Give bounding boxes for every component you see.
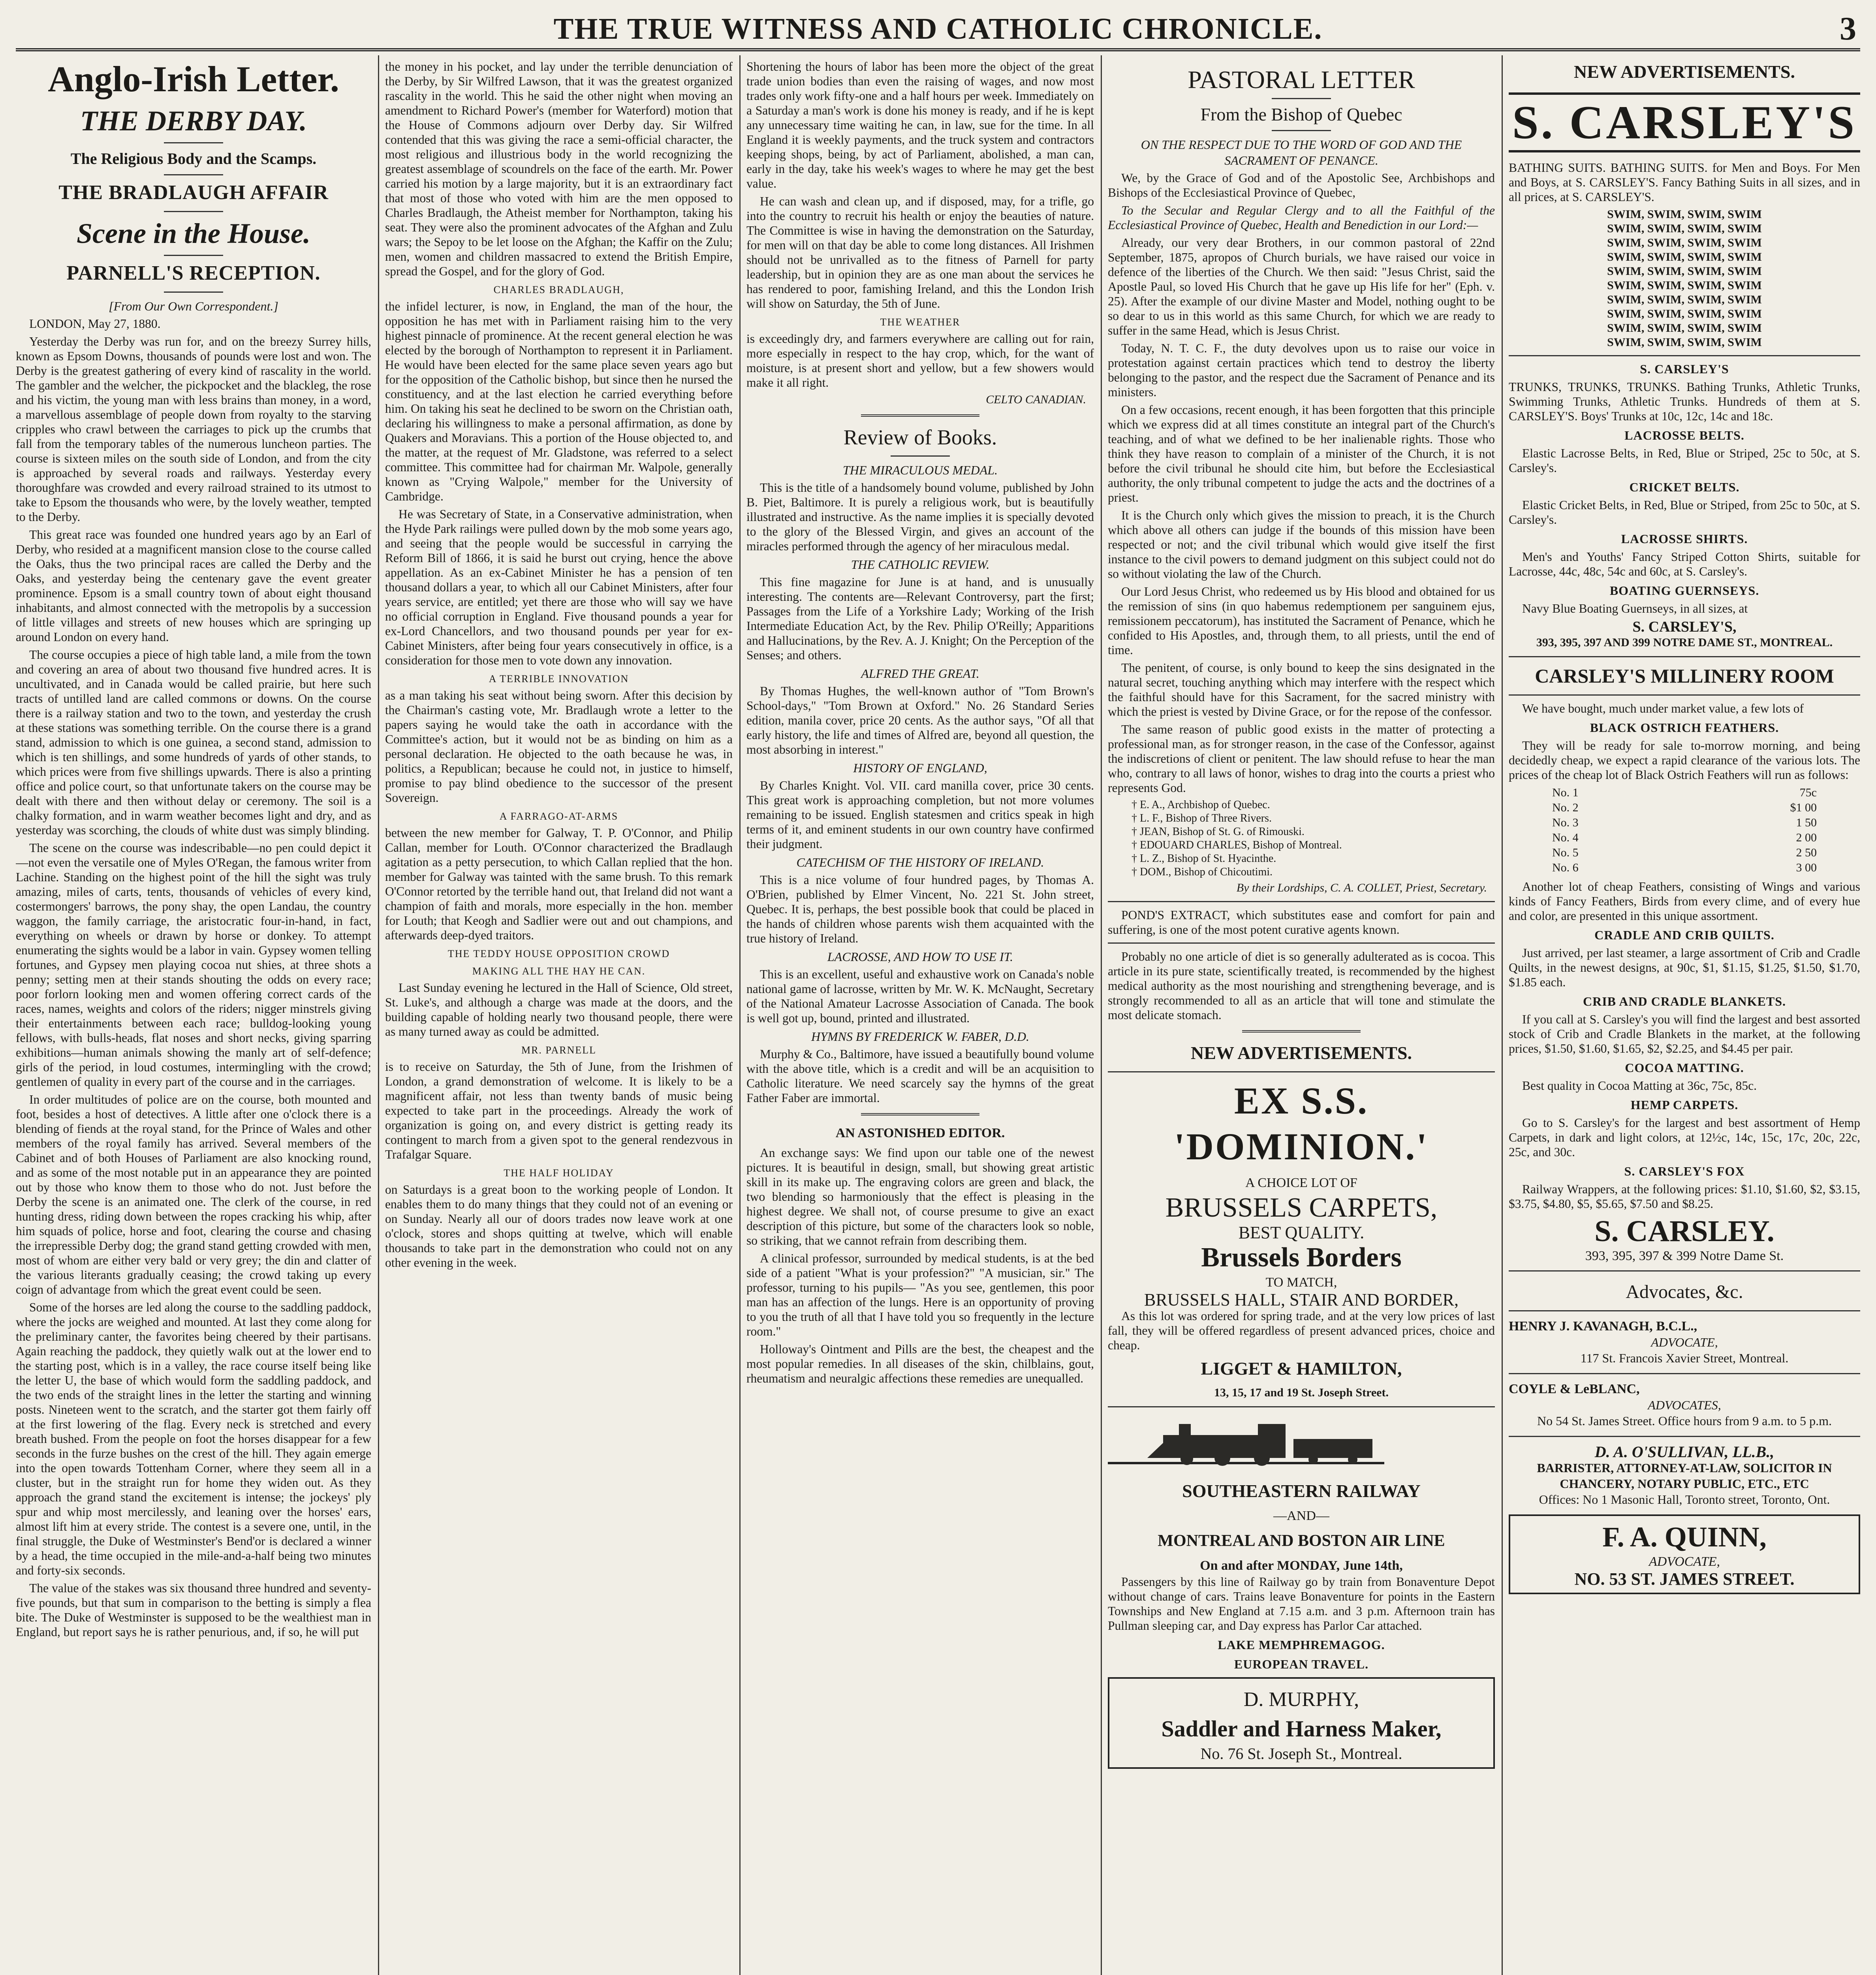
price-value: 2 50 xyxy=(1796,846,1817,859)
millinery-headline: CARSLEY'S MILLINERY ROOM xyxy=(1535,665,1834,687)
swim-line: SWIM, SWIM, SWIM, SWIM xyxy=(1607,265,1762,278)
ad-text: Best quality in Cocoa Matting at 36c, 75c, 85c. xyxy=(1522,1079,1757,1093)
newspaper-title: THE TRUE WITNESS AND CATHOLIC CHRONICLE. xyxy=(553,12,1323,45)
ad-line: Brussels Borders xyxy=(1201,1242,1402,1273)
carpet-advertisement xyxy=(1108,1040,1495,1401)
paragraph: The value of the stakes was six thousand three hundred and seventy-five pounds, but that sum in comparison to the betting is simply a flea bite. The Duke of Westminster is supposed to be the wealthiest man in England, but report says he is rather penurious, and, if so, he will put xyxy=(16,1581,371,1639)
swim-line: SWIM, SWIM, SWIM, SWIM xyxy=(1607,222,1762,235)
ad-subheading: BLACK OSTRICH FEATHERS. xyxy=(1590,720,1779,735)
ad-text: Another lot of cheap Feathers, consisting of Wings and various kinds of Fancy Feathers, Birds from every clime, and of every hue and color, are presented in this unique assortment. xyxy=(1509,880,1860,923)
review-title: ALFRED THE GREAT. xyxy=(861,666,979,681)
ad-line: Saddler and Harness Maker, xyxy=(1161,1716,1442,1742)
divider xyxy=(861,1113,979,1115)
ad-address: 13, 15, 17 and 19 St. Joseph Street. xyxy=(1214,1386,1389,1399)
paragraph: We, by the Grace of God and of the Apostolic See, Archbishops and Bishops of the Ecclesiastical Province of Quebec, xyxy=(1108,171,1495,199)
signatories xyxy=(1132,798,1495,879)
swim-line: SWIM, SWIM, SWIM, SWIM xyxy=(1607,293,1762,306)
price-label: No. 3 xyxy=(1552,816,1579,829)
ad-subheading: CRADLE AND CRIB QUILTS. xyxy=(1594,928,1774,942)
price-value: 1 50 xyxy=(1796,816,1817,829)
price-row xyxy=(1552,860,1817,875)
card-name: HENRY J. KAVANAGH, B.C.L., xyxy=(1509,1319,1697,1334)
divider xyxy=(1272,130,1331,131)
divider xyxy=(1108,901,1495,902)
article-subhead: THE BRADLAUGH AFFAIR xyxy=(58,181,329,204)
section-heading: THE WEATHER xyxy=(880,316,961,328)
paragraph: To the Secular and Regular Clergy and to all the Faithful of the Ecclesiastical Province of Quebec, Health and Benediction in our Lord:— xyxy=(1108,203,1495,232)
price-row xyxy=(1552,785,1817,800)
paragraph: This great race was founded one hundred years ago by an Earl of Derby, who resided at a magnificent mansion close to the course called the Oaks, thus the two principal races are called the Derby and the Oaks, and yesterday being the centenary gave the event greater prominence. Epsom is a small country town of about eight thousand inhabitants, and almost connected with the metropolis by a succession of little villages and streets of new houses which are springing up around London on every hand. xyxy=(16,528,371,644)
divider xyxy=(1108,942,1495,944)
ad-line: BRUSSELS HALL, STAIR AND BORDER, xyxy=(1144,1290,1459,1309)
ad-address: 393, 395, 397 & 399 Notre Dame St. xyxy=(1585,1249,1784,1263)
section-heading: CHARLES BRADLAUGH, xyxy=(493,284,624,295)
paragraph: Shortening the hours of labor has been more the object of the great trade union bodies than even the raising of wages, and now most trades only work fifty-one and a half hours per week. Immediately on a Saturday a man's work is done his money is ready, and if he is kept any unnecessary time waiting he can, in law, sue for the time. In all England it is weekly payments, and the truck system and contractors keeping shops, being, by act of Parliament, abolished, a man can, early in the day, take his week's wages to where he may get the best value. xyxy=(746,60,1094,190)
ad-text: TRUNKS, TRUNKS, TRUNKS. Bathing Trunks, Athletic Trunks, Swimming Trunks, Athletic Trunks. Hundreds of them at S. CARSLEY'S. Boys' Trunks at 10c, 12c, 14c and 18c. xyxy=(1509,380,1860,423)
signatory: † JEAN, Bishop of St. G. of Rimouski. xyxy=(1132,826,1305,838)
column-rule xyxy=(378,55,379,1975)
card-address: No 54 St. James Street. Office hours from 9 a.m. to 5 p.m. xyxy=(1537,1414,1832,1428)
swim-list xyxy=(1509,207,1860,350)
card-role: ADVOCATES, xyxy=(1648,1398,1721,1412)
ad-line: LIGGET & HAMILTON, xyxy=(1201,1358,1402,1379)
card-name: D. A. O'SULLIVAN, LL.B., xyxy=(1594,1443,1774,1461)
swim-line: SWIM, SWIM, SWIM, SWIM xyxy=(1607,208,1762,221)
signatory: † L. Z., Bishop of St. Hyacinthe. xyxy=(1132,852,1276,865)
column-3 xyxy=(746,59,1094,1975)
paragraph: is exceedingly dry, and farmers everywhere are calling out for rain, more especially in respect to the hay crop, which, for the want of moisture, is at present short and yellow, but a few showers would make it all right. xyxy=(746,332,1094,389)
card-address: 117 St. Francois Xavier Street, Montreal. xyxy=(1580,1351,1789,1365)
section-heading: MR. PARNELL xyxy=(521,1044,597,1056)
divider xyxy=(1108,1071,1495,1072)
card-role: ADVOCATE, xyxy=(1649,1554,1720,1569)
review-text: By Thomas Hughes, the well-known author of "Tom Brown's School-days," "Tom Brown at Oxford." No. 26 Standard Series edition, manila cover, price 20 cents. As the author says, "Of all that early history, the life and times of Alfred are, beyond all question, the most absorbing in interest." xyxy=(746,684,1094,756)
ad-line: TO MATCH, xyxy=(1265,1275,1337,1290)
paragraph: The same reason of public good exists in the matter of protecting a professional man, as for stronger reason, in the case of the Confessor, against the indiscretions of client or penitent. The law should refuse to hear the man who, contrary to all laws of honor, wishes to drag into the courts a priest who represents God. xyxy=(1108,722,1495,795)
divider xyxy=(1509,656,1860,657)
advocates-heading: Advocates, &c. xyxy=(1626,1281,1743,1302)
divider xyxy=(164,211,223,212)
section-heading: A FARRAGO-AT-ARMS xyxy=(499,811,618,822)
divider xyxy=(164,142,223,143)
paragraph: Already, our very dear Brothers, in our common pastoral of 22nd September, 1875, apropos of Church burials, we have raised our voice in defence of the liberties of the Church. We then said: "Jesus Christ, said the Apostle Paul, so loved His Church that he gave up His life for her" (Eph. v. 25). After the example of our divine Master and Model, nothing ought to be so dear to us in this world as this same Church, for which we are ready to suffer in the same Head, which is Jesus Christ. xyxy=(1108,236,1495,337)
signature: CELTO CANADIAN. xyxy=(986,393,1086,406)
paragraph: In order multitudes of police are on the course, both mounted and foot, besides a host of detectives. A little after one o'clock there is a blending of fiends at the royal stand, for the Prince of Wales and other members of the royal family has arrived. Several members of the Cabinet and of both Houses of Parliament are also knocking round, and as some of the most notable put in an appearance they are pointed out by those who know them to those who do not. Just before the Derby the scene is an animated one. The clerk of the course, in red hunting dress, riding down between the ropes cracking his whip, after him squads of police, horse and foot, clearing the course and chasing the irrepressible Derby dog; the grand stand getting crowded with men, most of whom are either very bald or very grey; the din and clatter of the various literants gradually ceasing; the crowd taking up every coign of advantage from which the great event could be seen. xyxy=(16,1093,371,1296)
price-value: 2 00 xyxy=(1796,831,1817,844)
ad-text: Passengers by this line of Railway go by train from Bonaventure Depot without change of cars. Trains leave Bonaventure for points in the Eastern Townships and New England at 7.15 a.m. and 3 p.m. Afternoon train has Pullman sleeping car, and Day express has Parlor Car attached. xyxy=(1108,1575,1495,1633)
card-role: BARRISTER, ATTORNEY-AT-LAW, SOLICITOR IN CHANCERY, NOTARY PUBLIC, ETC., ETC xyxy=(1537,1461,1832,1491)
paragraph: Our Lord Jesus Christ, who redeemed us by His blood and obtained for us the remission of sins (in quo habemus redemptionem per sanguinem ejus, remissionem peccatorum), has instituted the Sacrament of Penance, which he confided to His Apostles, and, through them, to all priests, until the end of time. xyxy=(1108,585,1495,657)
paragraph: the money in his pocket, and lay under the terrible denunciation of the Derby, by Sir Wilfred Lawson, that it was the greatest organized rascality in the world. This he said the other night when moving an amendment to Richard Power's (member for Waterford) motion that the House of Commons adjourn over Derby day. Sir Wilfred contended that this was giving the race a semi-official character, the most religious and illustrious body in the world recognizing the greatest assemblage of scoundrels on the face of the earth. Mr. Power carried his motion by a large majority, but it is an extraordinary fact that most of those who voted with him are the men opposed to Charles Bradlaugh, the Atheist member for Northampton, taking his seat. They were also the prominent advocates of the Afghan and Zulu wars; the Sepoy to be let loose on the Afghan; the Kaffir on the Zulu; men, women and children massacred to extend the British Empire, spread the Gospel, and for the glory of God. xyxy=(385,60,733,278)
dateline: [From Our Own Correspondent.] xyxy=(109,299,278,313)
paragraph: Yesterday the Derby was run for, and on the breezy Surrey hills, known as Epsom Downs, thousands of pounds were lost and won. The Derby is the greatest gathering of every kind of rascality in the world. The gambler and the welcher, the pickpocket and the blackleg, the rose and his victim, the young man with less brains than money, in a word, a marvellous assemblage of people down from royalty to the starving cripples who crawl between the carriages to pick up the crumbs that fall from the temporary tables of the numerous luncheon parties. The course is sixteen miles on the south side of London, and from the city is approached by several roads and railways. Yesterday every thoroughfare was crowded and every railroad strained to its utmost to take to Epsom the thousands who were, by the lovely weather, tempted to the Derby. xyxy=(16,335,371,524)
column-rule xyxy=(1101,55,1102,1975)
section-heading: THE HALF HOLIDAY xyxy=(504,1167,614,1179)
review-text: This is the title of a handsomely bound volume, published by John B. Piet, Baltimore. It is purely a religious work, but is beautifully illustrated and instructive. As the name implies it is specially devoted to the glory of the Blessed Virgin, and gives an account of the miracles performed through the agency of her miraculous medal. xyxy=(746,481,1094,553)
section-headline: AN ASTONISHED EDITOR. xyxy=(835,1126,1005,1140)
card-address: NO. 53 ST. JAMES STREET. xyxy=(1574,1569,1795,1589)
divider xyxy=(1108,1406,1495,1407)
carsley-logo: S. CARSLEY'S xyxy=(1509,92,1860,152)
paragraph: The course occupies a piece of high table land, a mile from the town and covering an area of about two thousand five hundred acres. It is uncultivated, and in Canada would be called prairie, but here such tracts of untilled land are called commons or downs. On the course there is a railway station and two to the town, and yesterday the crush at these stations was something terrible. On the course there is a grand stand, admission to which is one guinea, a second stand, admission to which is ten shillings, and some hundreds of yards of other stands, to which prices were from five shillings upwards. There is also a printing office and police court, so that unfortunate takers on the course may be dealt with there and then without delay or ceremony. The soil is a chalky formation, and in warm weather becomes light and dry, and as yesterday was scorching, the clouds of white dust was simply blinding. xyxy=(16,648,371,837)
locomotive-icon xyxy=(1108,1419,1384,1467)
murphy-advertisement xyxy=(1108,1677,1495,1769)
price-value: $1 00 xyxy=(1790,801,1817,814)
ad-line: MONTREAL AND BOSTON AIR LINE xyxy=(1158,1532,1445,1550)
review-text: Murphy & Co., Baltimore, have issued a beautifully bound volume with the above title, which is a credit and will be an acquisition to Catholic literature. We need scarcely say the hymns of the great Father Faber are immortal. xyxy=(746,1047,1094,1105)
card-name: F. A. QUINN, xyxy=(1602,1521,1767,1553)
price-value: 3 00 xyxy=(1796,861,1817,874)
divider xyxy=(861,414,979,417)
swim-line: SWIM, SWIM, SWIM, SWIM xyxy=(1607,236,1762,249)
article-subhead: The Religious Body and the Scamps. xyxy=(70,150,317,167)
price-label: No. 2 xyxy=(1552,801,1579,814)
swim-line: SWIM, SWIM, SWIM, SWIM xyxy=(1607,279,1762,292)
paragraph: On a few occasions, recent enough, it has been forgotten that this principle which we express did at all times constitute an integral part of the Church's teaching, and of what we defined to be her inalienable rights. Those who think they have reason to complain of a minister of the Church, it is not before the civil tribunal he should cite him, but before the Ecclesiastical authority, the only tribunal competent to judge the acts and the doctrines of a priest. xyxy=(1108,403,1495,504)
section-heading: MAKING ALL THE HAY HE CAN. xyxy=(472,965,646,977)
masthead-rule xyxy=(16,48,1860,51)
ad-address: S. CARSLEY'S, xyxy=(1632,619,1737,635)
ad-line: —AND— xyxy=(1273,1509,1329,1523)
section-headline: Review of Books. xyxy=(843,425,997,449)
paragraph: The penitent, of course, is only bound to keep the sins designated in the natural secret, touching anything which may interfere with the respect which the faithful should have for this Sacrament, for the sacred ministry with which the priest is vested by Divine Grace, or for the repose of the confessor. xyxy=(1108,661,1495,719)
paragraph: LONDON, May 27, 1880. xyxy=(29,317,161,331)
price-label: No. 4 xyxy=(1552,831,1579,844)
swim-line: SWIM, SWIM, SWIM, SWIM xyxy=(1607,250,1762,263)
swim-line: SWIM, SWIM, SWIM, SWIM xyxy=(1607,322,1762,335)
ad-subheading: HEMP CARPETS. xyxy=(1630,1098,1739,1112)
business-card xyxy=(1509,1514,1860,1594)
review-title: HISTORY OF ENGLAND, xyxy=(853,761,987,775)
divider xyxy=(164,292,223,293)
signatory: † L. F., Bishop of Three Rivers. xyxy=(1132,812,1272,824)
ad-text: As this lot was ordered for spring trade, and at the very low prices of last fall, they will be offered regardless of present advanced prices, choice and cheap. xyxy=(1108,1309,1495,1352)
paragraph: He can wash and clean up, and if disposed, may, for a trifle, go into the country to recruit his health or enjoy the beauties of nature. The Committee is wise in having the demonstration on the Saturday, for men will on that day be able to come long distances. All Irishmen should not be unrivalled as to the fitness of Parnell for party leadership, but in opinion they are as one man about the services he has rendered to poor, famishing Ireland, and this the London Irish will show on Saturday, the 5th of June. xyxy=(746,194,1094,310)
paragraph: Last Sunday evening he lectured in the Hall of Science, Old street, St. Luke's, and although a charge was made at the doors, and the building capable of holding nearly two thousand people, there were as many turned away as could be admitted. xyxy=(385,981,733,1038)
review-title: THE MIRACULOUS MEDAL. xyxy=(843,463,998,477)
paragraph: A clinical professor, surrounded by medical students, is at the bed side of a patient "What is your profession?" "A musician, sir." The professor, turning to his pupils— "As you see, gentlemen, this poor man has an affection of the lungs. Here is an opportunity of proving to you the truth of all that I have told you so frequently in the lecture room." xyxy=(746,1251,1094,1338)
price-row xyxy=(1552,830,1817,845)
paragraph: between the new member for Galway, T. P. O'Connor, and Philip Callan, member for Louth. O'Connor characterized the Bradlaugh agitation as a petty persecution, to which Callan replied that the hon. member for Galway was tainted with the same brush. To this remark O'Connor retorted by the terrible hand out, that Ireland did not want a champion of faith and morals, more especially in the hon. member for Louth; that Keogh and Sadlier were out and out champions, and afterwards deep-dyed traitors. xyxy=(385,826,733,942)
divider xyxy=(1509,1310,1860,1311)
divider xyxy=(1272,98,1331,99)
divider xyxy=(1509,1373,1860,1374)
card-role: ADVOCATE, xyxy=(1651,1335,1718,1349)
article-headline: PASTORAL LETTER xyxy=(1188,66,1415,94)
review-title: CATECHISM OF THE HISTORY OF IRELAND. xyxy=(796,855,1044,869)
divider xyxy=(164,174,223,175)
ad-text: Just arrived, per last steamer, a large assortment of Crib and Cradle Quilts, in the newest designs, at 90c, $1, $1.15, $1.25, $1.50, $1.70, $1.85 each. xyxy=(1509,946,1860,989)
price-row xyxy=(1552,845,1817,860)
divider xyxy=(1242,1030,1361,1033)
divider xyxy=(1509,1436,1860,1437)
paragraph: Some of the horses are led along the course to the saddling paddock, where the jocks are weighed and mounted. At last they come along for the preliminary canter, the favorites being cheered by their partisans. Again reaching the paddock, they quietly walk out at the lower end to the starting post, which is in a valley, the race course itself being like the letter U, the base of which would form the saddling paddock, and the two ends of the straight lines in the letter the starting and winning posts. Nineteen went to the scratch, and the starter got them fairly off at the first lowering of the flag. Every neck is stretched and every breath bushed. From the people on foot the horses disappear for a few seconds in the furze bushes on the crest of the hill. They again emerge into the open towards Tottenham Corner, where they seem all in a cluster, but in the straight run for home they widen out. As they approach the grand stand the excitement is intense; the jockeys' ply spur and whip most mercilessly, and leaning over the horses' ears, almost lift him at every stride. The contest is a severe one, until, in the final struggle, the Duke of Westminster's Bend'or is declared a winner by a head, the time occupied in the mile-and-a-half being two minutes and forty-six seconds. xyxy=(16,1300,371,1577)
card-name: COYLE & LeBLANC, xyxy=(1509,1382,1640,1396)
ad-text: BATHING SUITS. BATHING SUITS. for Men and Boys. For Men and Boys, at S. CARSLEY'S. Fancy Bathing Suits in all sizes, and in all prices, at S. CARSLEY'S. xyxy=(1509,161,1860,204)
ad-text: We have bought, much under market value, a few lots of xyxy=(1522,702,1804,715)
article-subhead: Scene in the House. xyxy=(76,218,311,249)
signatory: † E. A., Archbishop of Quebec. xyxy=(1132,799,1270,811)
ad-subheading: CRICKET BELTS. xyxy=(1629,480,1740,494)
ad-subheading: LACROSSE SHIRTS. xyxy=(1621,532,1748,546)
paragraph: on Saturdays is a great boon to the working people of London. It enables them to do many things that they could not of an evening or on Sunday. Nearly all our of doors trades now leave work at one o'clock, stores and shops quitting at twelve, which will enable thousands to take part in the demonstration who could not on any other evening in the week. xyxy=(385,1183,733,1270)
cocoa-notice: Probably no one article of diet is so generally adulterated as is cocoa. This article in its pure state, scientifically treated, is recommended by the highest medical authority as the most nourishing and strengthening beverage, and is strongly recommended to all as an article that will tone and stimulate the most delicate stomach. xyxy=(1108,950,1495,1022)
paragraph: An exchange says: We find upon our table one of the newest pictures. It is beautiful in design, small, but showing great artistic skill in its make up. The engraving colors are green and black, the two blending so harmoniously that the effect is pleasing in the highest degree. We shall not, of course presume to give an exact description of this picture, but some of the characters look so noble, so striking, that we cannot refrain from describing them. xyxy=(746,1146,1094,1247)
article-subhead: From the Bishop of Quebec xyxy=(1200,104,1402,124)
review-title: LACROSSE, AND HOW TO USE IT. xyxy=(827,950,1013,964)
ad-line: BRUSSELS CARPETS, xyxy=(1165,1193,1438,1223)
swim-line: SWIM, SWIM, SWIM, SWIM xyxy=(1607,336,1762,349)
review-text: By Charles Knight. Vol. VII. card manilla cover, price 30 cents. This great work is approaching completion, but not more volumes remaining to be issued. English statesmen and critics speak in high terms of it, and eminent students in our own country have confirmed their judgment. xyxy=(746,779,1094,851)
ad-subheading: BOATING GUERNSEYS. xyxy=(1609,583,1759,598)
railway-name: SOUTHEASTERN RAILWAY xyxy=(1182,1481,1421,1501)
article-headline: Anglo-Irish Letter. xyxy=(48,59,339,99)
review-text: This is a nice volume of four hundred pages, by Thomas A. O'Brien, published by Elmer Vincent, No. 221 St. John street, Quebec. It is, perhaps, the best possible book that could be placed in the hands of children whose parents wish them acquainted with the true history of Ireland. xyxy=(746,873,1094,945)
column-rule xyxy=(739,55,741,1975)
ad-subheading: LAKE MEMPHREMAGOG. xyxy=(1218,1638,1385,1652)
divider xyxy=(1509,355,1860,356)
ad-subheading: COCOA MATTING. xyxy=(1625,1061,1744,1075)
review-title: THE CATHOLIC REVIEW. xyxy=(851,557,990,572)
feather-price-list xyxy=(1552,785,1817,875)
business-card xyxy=(1509,1444,1860,1507)
section-heading: THE TEDDY HOUSE OPPOSITION CROWD xyxy=(447,948,670,959)
price-label: No. 6 xyxy=(1552,861,1579,874)
masthead xyxy=(16,0,1860,51)
divider xyxy=(891,455,950,457)
ad-line: A CHOICE LOT OF xyxy=(1245,1176,1357,1190)
paragraph: Holloway's Ointment and Pills are the best, the cheapest and the most popular remedies. In all diseases of the skin, chilblains, gout, rheumatism and neuralgic affections these remedies are unequalled. xyxy=(746,1342,1094,1385)
carsley-signature: S. CARSLEY. xyxy=(1594,1215,1774,1248)
ad-text: Navy Blue Boating Guernseys, in all sizes, at xyxy=(1522,602,1748,615)
column-1 xyxy=(16,59,371,1975)
price-row xyxy=(1552,800,1817,815)
paragraph: Today, N. T. C. F., the duty devolves upon us to raise our voice in protestation against certain practices which tend to destroy the liberty belonging to the pastor, and the respect due the Sacrament of Penance and its ministers. xyxy=(1108,341,1495,399)
ad-section-title: NEW ADVERTISEMENTS. xyxy=(1574,62,1795,82)
article-subhead: ON THE RESPECT DUE TO THE WORD OF GOD AND THE SACRAMENT OF PENANCE. xyxy=(1141,137,1462,167)
section-heading: A TERRIBLE INNOVATION xyxy=(489,673,629,685)
paragraph: It is the Church only which gives the mission to preach, it is the Church which above all others can judge if the bounds of this mission have been respected or not; and the civil tribunal which would give itself the first instance to the civil powers to demand judgment on this subject could not do so without violating the law of the Church. xyxy=(1108,508,1495,581)
ad-text: Men's and Youths' Fancy Striped Cotton Shirts, suitable for Lacrosse, 44c, 48c, 54c and 60c, at S. Carsley's. xyxy=(1509,550,1860,578)
paragraph: is to receive on Saturday, the 5th of June, from the Irishmen of London, a grand demonstration of welcome. It is likely to be a magnificent affair, not less than twenty bands of music being expected to take part in the proceedings. Already the work of organization is going on, and every district is getting ready its contingent to march from a given spot to the general rendezvous in Trafalgar Square. xyxy=(385,1060,733,1161)
column-rule xyxy=(1502,55,1503,1975)
ad-address: 393, 395, 397 AND 399 NOTRE DAME ST., MONTREAL. xyxy=(1536,636,1833,649)
price-row xyxy=(1552,815,1817,830)
ad-line: D. MURPHY, xyxy=(1243,1688,1359,1711)
ad-text: Elastic Cricket Belts, in Red, Blue or Striped, from 25c to 50c, at S. Carsley's. xyxy=(1509,498,1860,527)
ad-line: BEST QUALITY. xyxy=(1238,1223,1365,1242)
divider xyxy=(1509,1270,1860,1272)
business-card xyxy=(1509,1319,1860,1366)
ad-text: Go to S. Carsley's for the largest and best assortment of Hemp Carpets, in dark and light colors, at 12½c, 14c, 15c, 17c, 20c, 22c, 25c, and 30c. xyxy=(1509,1116,1860,1159)
paragraph: He was Secretary of State, in a Conservative administration, when the Hyde Park railings were pulled down by the mob some years ago, and seeing that the people would be successful in carrying the Reform Bill of 1866, it is said he burst out crying, hence the above appellation. As an ex-Cabinet Minister he has a pension of ten thousand dollars a year, to which all our Cabinet Ministers, after four years service, are entitled; yet there are those who will say we have no official corruption in England. Five thousand pounds a year for ex-Lord Chancellors, and two thousand pounds per year for ex-Cabinet Ministers, after being four years consecutively in office, is a consideration for those men to vote down any innovation. xyxy=(385,507,733,667)
article-subhead: PARNELL'S RECEPTION. xyxy=(66,262,321,284)
paragraph: the infidel lecturer, is now, in England, the man of the hour, the opposition he has met with in Parliament raising him to the very highest pinnacle of prominence. At the recent general election he was elected by the borough of Northampton to represent it in Parliament. He would have been elected for the same place seven years ago but for the opposition of the Catholic bishop, but since then he nursed the constituency, and at the last election he carried everything before him. On taking his seat he declined to be sworn on the Christian oath, declaring his willingness to make a personal affirmation, as done by Quakers and Moravians. This a portion of the House objected to, and the matter, at the request of Mr. Gladstone, was referred to a select committee. This committee had for chairman Mr. Walpole, generally known as "Crying Walpole," member for the University of Cambridge. xyxy=(385,299,733,503)
price-label: No. 1 xyxy=(1552,786,1579,799)
book-reviews xyxy=(746,462,1094,1105)
business-card xyxy=(1509,1381,1860,1429)
ad-line: On and after MONDAY, June 14th, xyxy=(1200,1558,1403,1573)
divider xyxy=(1509,694,1860,696)
card-address: Offices: No 1 Masonic Hall, Toronto street, Toronto, Ont. xyxy=(1539,1492,1830,1507)
ad-subheading: CRIB AND CRADLE BLANKETS. xyxy=(1583,994,1786,1008)
review-text: This is an excellent, useful and exhaustive work on Canada's noble national game of lacrosse, written by Mr. W. K. McNaught, Secretary of the National Amateur Lacrosse Association of Canada. The book is well got up, bound, printed and illustrated. xyxy=(746,967,1094,1025)
ad-subheading: EUROPEAN TRAVEL. xyxy=(1234,1657,1369,1671)
ad-text: If you call at S. Carsley's you will find the largest and best assorted stock of Crib and Cradle Blankets in the market, at the following prices, $1.50, $1.60, $1.65, $2, $2.25, and $4.45 per pair. xyxy=(1509,1012,1860,1055)
paragraph: The scene on the course was indescribable—no pen could depict it—not even the versatile one of Myles O'Regan, the famous writer from Lachine. Standing on the highest point of the hill the sight was truly amazing, miles of carts, tents, thousands of vehicles of every kind, costermongers' barrows, the pony shay, the open Landau, the country waggon, the family carriage, the aristocratic four-in-hand, in fact, everything on wheels or drawn by horse or donkey. To attempt enumerating the sights would be a labor in vain. Gypsey women telling fortunes, and Gypsey men playing cocoa nut shies, at three shots a penny; setting men at their stands shouting the odds on every race; poor forlorn looking men and women offering correct cards of the races, names, weights and colors of the riders; nigger minstrels giving their entertainments between each race; bulldog-looking young fellows, with bulls-heads, flat noses and short necks, giving sparring exhibitions—human animals showing the manly art of self-defence; girls of the period, in loud costumes, intermingling with the crowd; gentlemen of quality in every part of the course and in the carriages. xyxy=(16,841,371,1089)
column-2 xyxy=(385,59,733,1975)
column-5 xyxy=(1509,59,1860,1975)
secretary-signature: By their Lordships, C. A. COLLET, Priest, Secretary. xyxy=(1236,881,1487,894)
swim-line: SWIM, SWIM, SWIM, SWIM xyxy=(1607,307,1762,320)
ad-subheading: S. CARSLEY'S xyxy=(1640,362,1729,376)
page-number: 3 xyxy=(1840,10,1856,47)
ad-subheading: S. CARSLEY'S FOX xyxy=(1624,1164,1745,1178)
ad-subheading: LACROSSE BELTS. xyxy=(1624,428,1744,442)
paragraph: as a man taking his seat without being sworn. After this decision by the Chairman's casting vote, Mr. Bradlaugh wrote a letter to the papers saying he would take the oath in accordance with the Committee's action, but it would not be as binding on him as a personal declaration. He objected to the oath because he was, in politics, a Republican; because he could not, in justice to himself, promise to pay blind obedience to the successor of the present Sovereign. xyxy=(385,688,733,805)
ponds-extract-notice: POND'S EXTRACT, which substitutes ease and comfort for pain and suffering, is one of the most potent curative agents known. xyxy=(1108,908,1495,937)
ad-text: They will be ready for sale to-morrow morning, and being decidedly cheap, we expect a rapid clearance of the various lots. The prices of the cheap lot of Black Ostrich Feathers will run as follows: xyxy=(1509,739,1860,782)
price-value: 75c xyxy=(1799,786,1817,799)
column-4 xyxy=(1108,59,1495,1975)
price-label: No. 5 xyxy=(1552,846,1579,859)
divider xyxy=(164,255,223,256)
ad-text: Elastic Lacrosse Belts, in Red, Blue or Striped, 25c to 50c, at S. Carsley's. xyxy=(1509,446,1860,475)
signatory: † DOM., Bishop of Chicoutimi. xyxy=(1132,866,1273,878)
ad-section-title: NEW ADVERTISEMENTS. xyxy=(1191,1043,1412,1063)
ad-headline: EX S.S. 'DOMINION.' xyxy=(1174,1080,1429,1168)
review-title: HYMNS BY FREDERICK W. FABER, D.D. xyxy=(811,1029,1029,1044)
signatory: † EDOUARD CHARLES, Bishop of Montreal. xyxy=(1132,839,1342,851)
ad-text: Railway Wrappers, at the following prices: $1.10, $1.60, $2, $3.15, $3.75, $4.80, $5, $5.65, $7.50 and $8.25. xyxy=(1509,1182,1860,1211)
article-subhead: THE DERBY DAY. xyxy=(80,105,307,137)
ad-address: No. 76 St. Joseph St., Montreal. xyxy=(1200,1745,1402,1762)
review-text: This fine magazine for June is at hand, and is unusually interesting. The contents are—Relevant Controversy, part the first; Passages from the Life of a Yorkshire Lady; Working of the Irish Intermediate Education Act, by the Rev. Philip O'Reilly; Apparitions and Hallucinations, by the Rev. A. J. Knight; On the Perception of the Senses; and others. xyxy=(746,575,1094,662)
